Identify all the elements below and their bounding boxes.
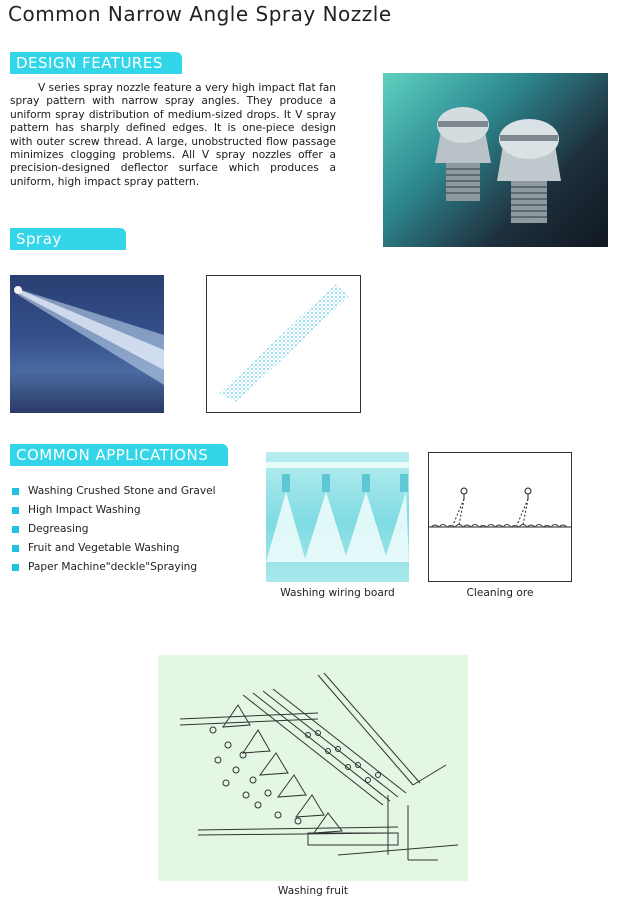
common-applications-heading: COMMON APPLICATIONS <box>10 444 222 466</box>
spray-pattern-diagram <box>206 275 361 413</box>
spray-photo <box>10 275 164 413</box>
application-label: High Impact Washing <box>28 504 141 516</box>
ore-nozzle-left-icon <box>453 488 467 525</box>
application-label: Washing Crushed Stone and Gravel <box>28 485 216 497</box>
spray-pattern-heading: Spray Pattern <box>10 228 120 250</box>
bullet-icon <box>12 526 19 533</box>
caption-wiring-board: Washing wiring board <box>280 587 395 599</box>
caption-washing-fruit: Washing fruit <box>277 885 349 897</box>
bullet-icon <box>12 545 19 552</box>
cleaning-ore-diagram <box>428 452 572 582</box>
application-label: Degreasing <box>28 523 89 535</box>
design-features-text: V series spray nozzle feature a very high impact flat fan spray pattern with narrow spray angles. They produce a uniform spray distribution of medium-sized drops. It V spray pattern has sharply defined edges. It is one-piece design with outer screw thread. A large, unobstructed flow passage minimizes clogging problems. All V spray nozzles offer a precision-designed deflector surface which produces a uniform, high impact spray pattern. <box>10 82 336 188</box>
nozzle-left-icon <box>435 107 491 201</box>
applications-list <box>12 482 216 577</box>
list-item <box>12 501 216 520</box>
application-label: Paper Machine"deckle"Spraying <box>28 561 198 573</box>
list-item <box>12 558 216 577</box>
list-item <box>12 520 216 539</box>
application-label: Fruit and Vegetable Washing <box>28 542 180 554</box>
list-item <box>12 539 216 558</box>
bullet-icon <box>12 488 19 495</box>
washing-fruit-diagram <box>158 655 468 881</box>
nozzle-product-photo <box>383 73 608 247</box>
ore-nozzle-right-icon <box>517 488 531 525</box>
list-item <box>12 482 216 501</box>
bullet-icon <box>12 507 19 514</box>
page-title: Common Narrow Angle Spray Nozzle <box>8 2 392 26</box>
caption-cleaning-ore: Cleaning ore <box>466 587 534 599</box>
wiring-board-photo <box>266 452 409 582</box>
bullet-icon <box>12 564 19 571</box>
design-features-heading: DESIGN FEATURES <box>10 52 176 74</box>
nozzle-right-icon <box>497 119 561 223</box>
